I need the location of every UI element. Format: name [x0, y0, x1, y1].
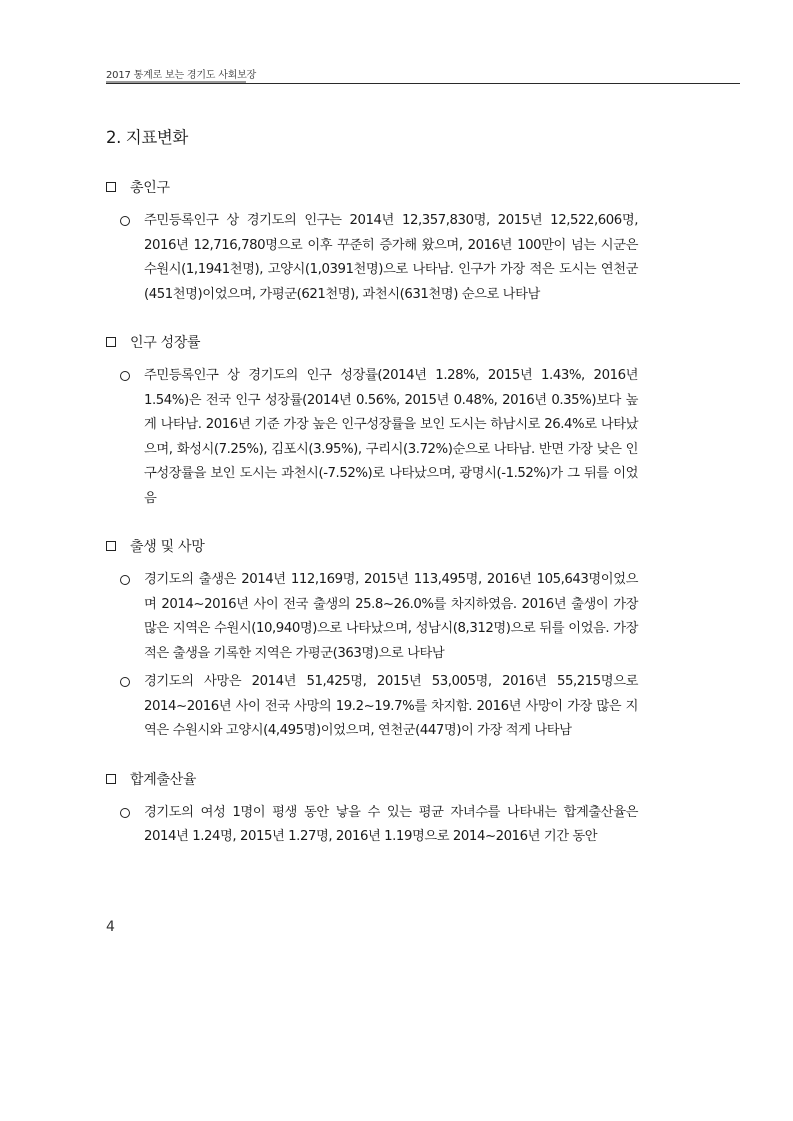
- square-bullet-icon: [106, 541, 116, 551]
- circle-bullet-icon: [120, 677, 130, 687]
- bullet-item: [106, 364, 638, 511]
- square-bullet-icon: [106, 182, 116, 192]
- section-title: 2. 지표변화: [106, 128, 188, 147]
- header-rule: [106, 83, 740, 84]
- bullet-text: 경기도의 출생은 2014년 112,169명, 2015년 113,495명, 2016년 105,643명이었으며 2014~2016년 사이 전국 출생의 25.8~26.0%를 차지하였음. 2016년 출생이 가장 많은 지역은 수원시(10,940명)으로 나타났으며, 성남시(8,312명)으로 뒤를 이었음. 가장 적은 출생을 기록한 지역은 가평군(363명)으로 나타남: [144, 572, 638, 661]
- block-heading-text: 출생 및 사망: [130, 539, 205, 555]
- bullet-text: 주민등록인구 상 경기도의 인구 성장률(2014년 1.28%, 2015년 1.43%, 2016년 1.54%)은 전국 인구 성장률(2014년 0.56%, 2015년 0.48%, 2016년 0.35%)보다 높게 나타남. 2016년 기준 가장 높은 인구성장률을 보인 도시는 하남시로 26.4%로 나타났으며, 화성시(7.25%), 김포시(3.95%), 구리시(3.72%)순으로 나타남. 반면 가장 낮은 인구성장률을 보인 도시는 과천시(-7.52%)로 나타났으며, 광명시(-1.52%)가 그 뒤를 이었음: [144, 368, 638, 506]
- bullet-text: 경기도의 여성 1명이 평생 동안 낳을 수 있는 평균 자녀수를 나타내는 합계출산율은 2014년 1.24명, 2015년 1.27명, 2016년 1.19명으로 2014~2016년 기간 동안: [144, 804, 638, 844]
- circle-bullet-icon: [120, 371, 130, 381]
- bullet-item: [106, 670, 638, 744]
- block-births-deaths: [106, 533, 638, 744]
- bullet-item: [106, 801, 638, 850]
- block-fertility-rate: [106, 766, 638, 850]
- block-heading: [106, 766, 638, 792]
- circle-bullet-icon: [120, 575, 130, 585]
- running-header: 2017 통계로 보는 경기도 사회보장: [106, 70, 257, 81]
- block-heading-text: 합계출산율: [130, 771, 197, 788]
- document-body: [106, 124, 638, 872]
- block-heading: [106, 533, 638, 559]
- square-bullet-icon: [106, 337, 116, 347]
- block-heading-text: 인구 성장률: [130, 335, 201, 351]
- block-heading: [106, 329, 638, 355]
- page-number: 4: [106, 919, 115, 935]
- circle-bullet-icon: [120, 808, 130, 818]
- bullet-text: 경기도의 사망은 2014년 51,425명, 2015년 53,005명, 2016년 55,215명으로 2014~2016년 사이 전국 사망의 19.2~19.7%를 차지함. 2016년 사망이 가장 많은 지역은 수원시와 고양시(4,495명)이었으며, 연천군(447명)이 가장 적게 나타남: [144, 674, 638, 738]
- bullet-item: [106, 568, 638, 666]
- block-population-growth: [106, 329, 638, 511]
- block-total-population: [106, 174, 638, 307]
- bullet-item: [106, 209, 638, 307]
- square-bullet-icon: [106, 774, 116, 784]
- circle-bullet-icon: [120, 216, 130, 226]
- bullet-text: 주민등록인구 상 경기도의 인구는 2014년 12,357,830명, 2015년 12,522,606명, 2016년 12,716,780명으로 이후 꾸준히 증가해 왔으며, 2016년 100만이 넘는 시군은 수원시(1,1941천명), 고양시(1,0391천명)으로 나타남. 인구가 가장 적은 도시는 연천군(451천명)이었으며, 가평군(621천명), 과천시(631천명) 순으로 나타남: [144, 213, 638, 302]
- block-heading: [106, 174, 638, 200]
- block-heading-text: 총인구: [130, 180, 170, 196]
